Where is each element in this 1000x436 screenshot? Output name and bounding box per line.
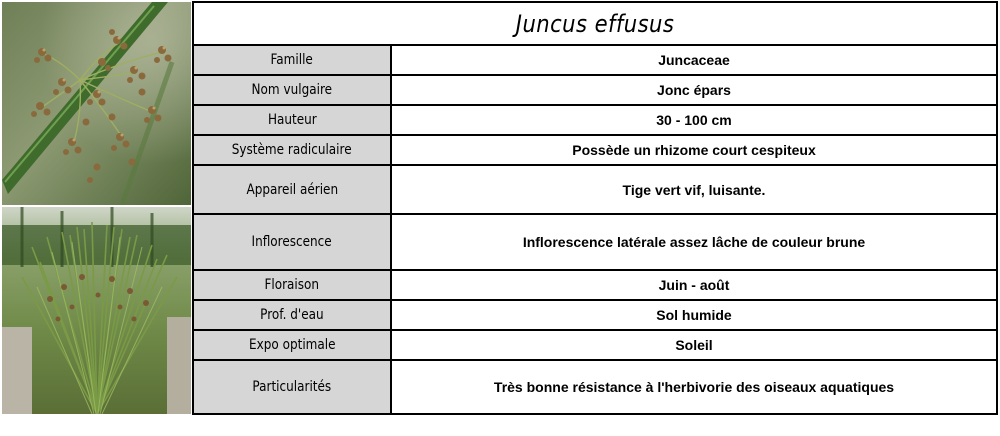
row-value: Juncaceae bbox=[658, 52, 730, 68]
row-value: Tige vert vif, luisante. bbox=[622, 181, 766, 198]
row-particularites bbox=[194, 361, 996, 413]
row-label: Système radiculaire bbox=[194, 136, 392, 164]
row-label: Inflorescence bbox=[194, 215, 392, 269]
row-nom-vulgaire bbox=[194, 76, 996, 106]
row-label: Particularités bbox=[194, 361, 392, 413]
inflorescence-photo bbox=[2, 2, 191, 205]
row-value: Jonc épars bbox=[657, 82, 731, 98]
row-label: Nom vulgaire bbox=[194, 76, 392, 104]
row-systeme-radiculaire bbox=[194, 136, 996, 166]
row-value: Juin - août bbox=[658, 277, 730, 293]
row-label: Prof. d'eau bbox=[194, 301, 392, 329]
row-floraison bbox=[194, 271, 996, 301]
row-famille bbox=[194, 46, 996, 76]
species-sheet bbox=[192, 1, 998, 415]
row-value: Inflorescence latérale assez lâche de couleur brune bbox=[522, 234, 866, 250]
row-value: Possède un rhizome court cespiteux bbox=[572, 142, 816, 158]
row-appareil-aerien bbox=[194, 166, 996, 215]
row-label: Famille bbox=[194, 46, 392, 74]
title-row bbox=[194, 3, 996, 46]
species-title: Juncus effusus bbox=[515, 9, 675, 38]
row-expo-optimale bbox=[194, 331, 996, 361]
row-prof-eau bbox=[194, 301, 996, 331]
row-label: Floraison bbox=[194, 271, 392, 299]
row-label: Hauteur bbox=[194, 106, 392, 134]
row-value: Sol humide bbox=[656, 307, 732, 323]
row-label: Expo optimale bbox=[194, 331, 392, 359]
row-hauteur bbox=[194, 106, 996, 136]
row-inflorescence bbox=[194, 215, 996, 271]
plant-clump-photo bbox=[2, 207, 191, 414]
row-value: Très bonne résistance à l'herbivorie des oiseaux aquatiques bbox=[493, 379, 895, 395]
row-label: Appareil aérien bbox=[194, 166, 392, 213]
row-value: Soleil bbox=[675, 337, 713, 353]
row-value: 30 - 100 cm bbox=[656, 112, 732, 128]
